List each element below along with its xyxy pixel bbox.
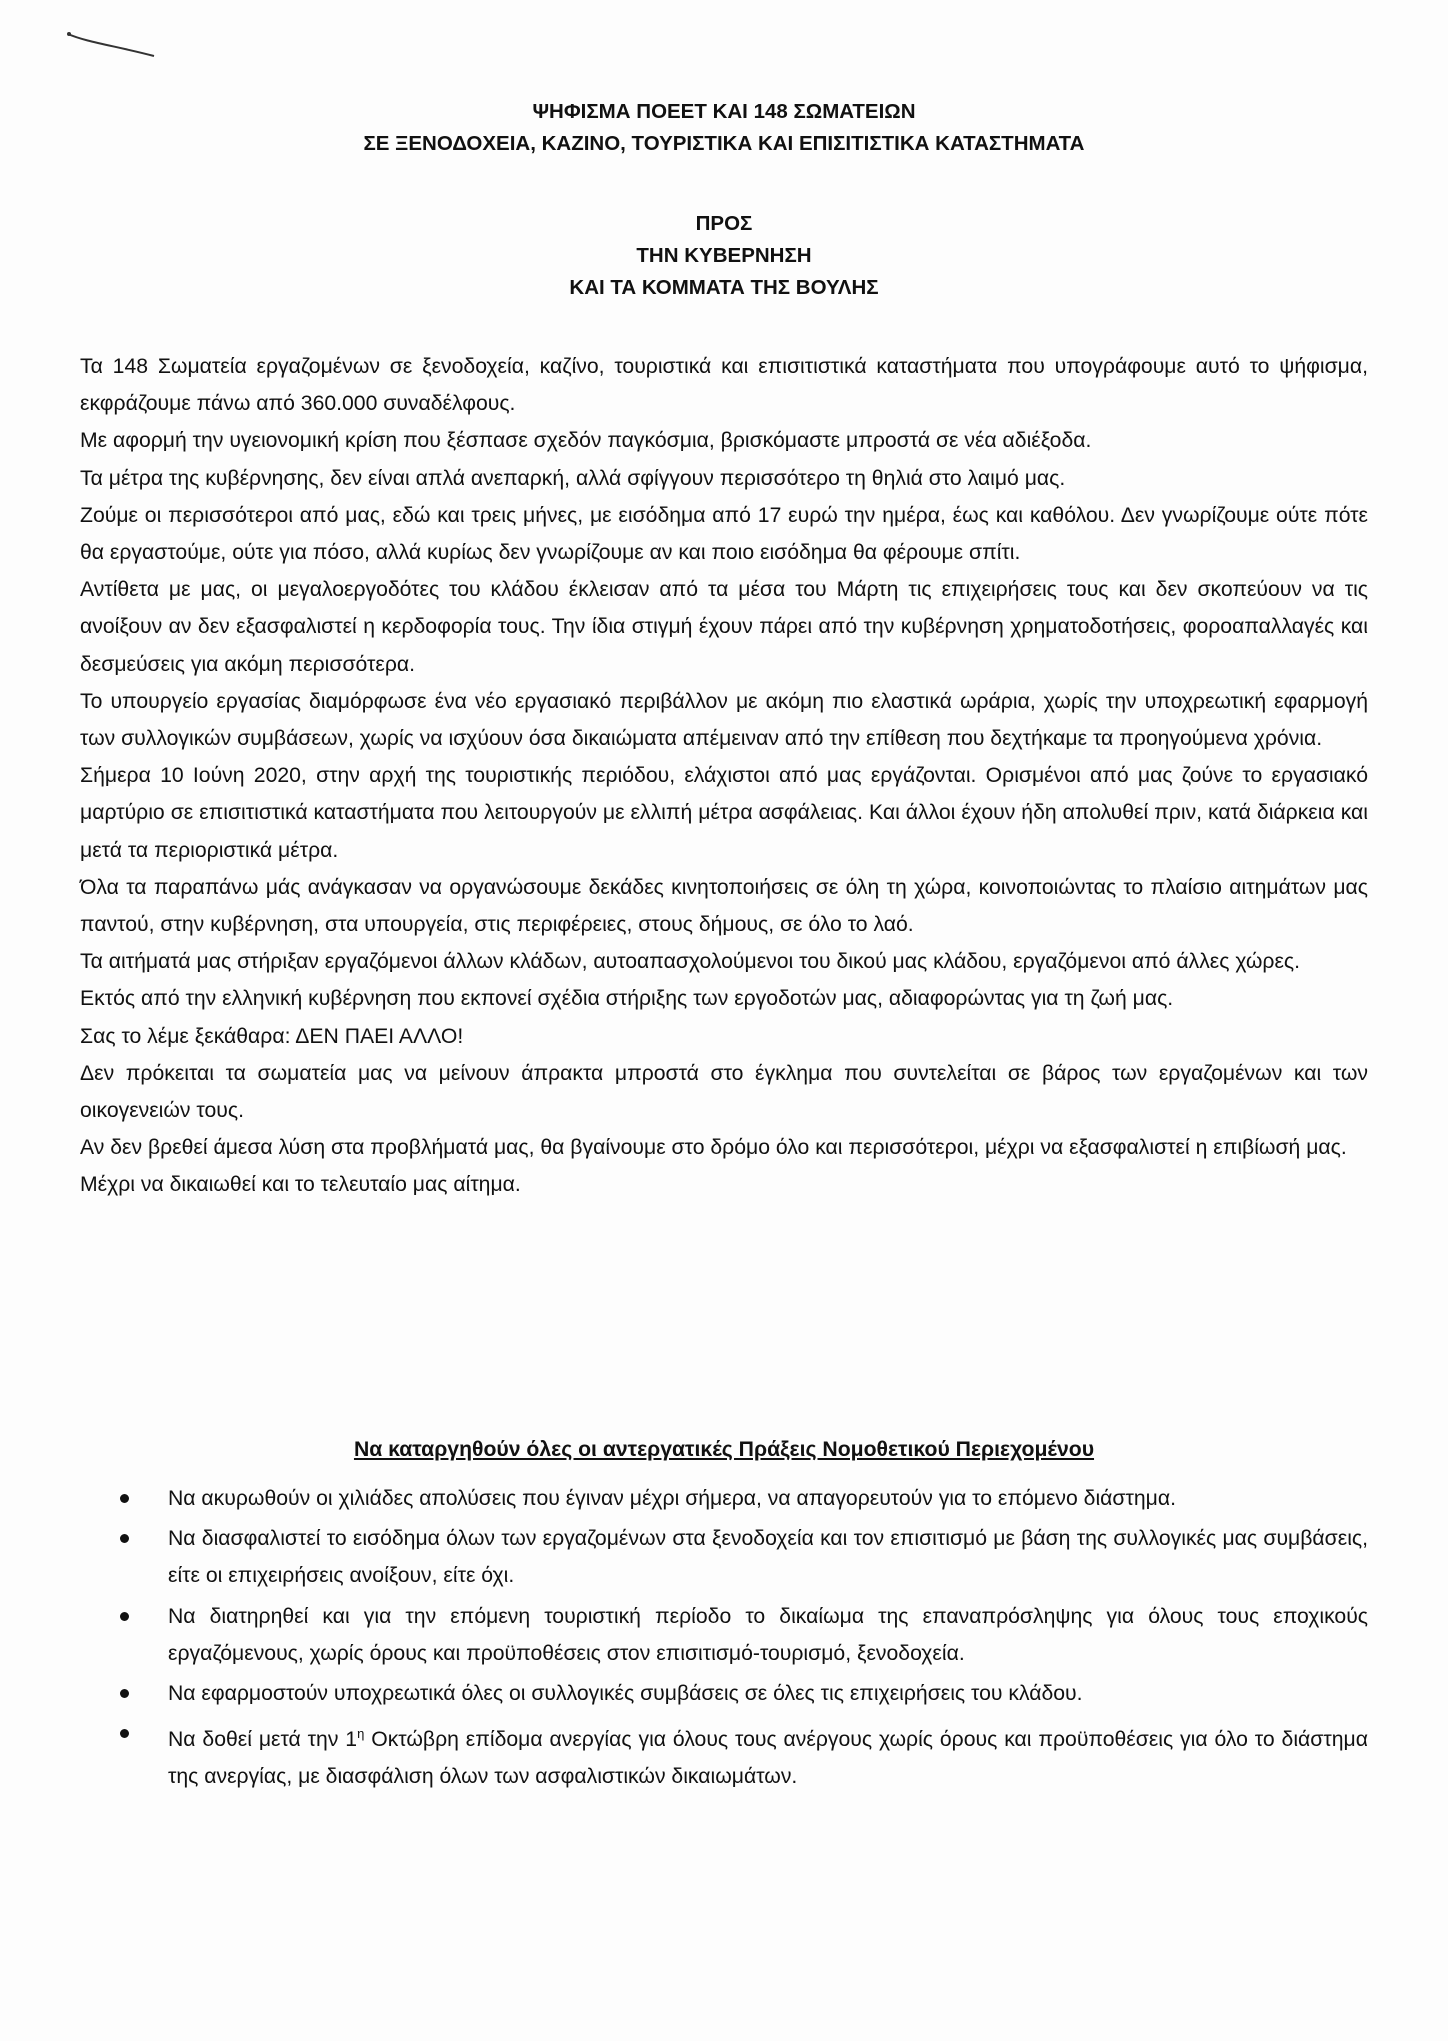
- paragraph: Το υπουργείο εργασίας διαμόρφωσε ένα νέο εργασιακό περιβάλλον με ακόμη πιο ελαστικά ωράρια, χωρίς την υποχρεωτική εφαρμογή των συλλογικών συμβάσεων, χωρίς να ισχύουν όσα δικαιώματα απέμειναν από την επίθεση που δεχτήκαμε τα προηγούμενα χρόνια.: [80, 689, 1368, 751]
- demand-item: [120, 1715, 1368, 1795]
- demand-text: [168, 1728, 1368, 1788]
- demand-item: [120, 1675, 1368, 1712]
- demand-text: Να εφαρμοστούν υποχρεωτικά όλες οι συλλογικές συμβάσεις σε όλες τις επιχειρήσεις του κλάδου.: [168, 1682, 1083, 1706]
- recipient-line-1: ΠΡΟΣ: [695, 212, 753, 235]
- demand-text: Να διατηρηθεί και για την επόμενη τουριστική περίοδο το δικαίωμα της επαναπρόσληψης για όλους τους εποχικούς εργαζόμενους, χωρίς όρους και προϋποθέσεις στον επισιτισμό-τουρισμό, ξενοδοχεία.: [168, 1604, 1368, 1665]
- paragraph: Μέχρι να δικαιωθεί και το τελευταίο μας αίτημα.: [80, 1173, 521, 1197]
- scan-smudge-mark: [66, 30, 156, 60]
- paragraph: Σας το λέμε ξεκάθαρα: ΔΕΝ ΠΑΕΙ ΑΛΛΟ!: [80, 1024, 464, 1048]
- recipient-line-3: ΚΑΙ ΤΑ ΚΟΜΜΑΤΑ ΤΗΣ ΒΟΥΛΗΣ: [569, 276, 879, 299]
- demand-text-start: Να δοθεί μετά την 1: [168, 1728, 358, 1752]
- paragraph: Εκτός από την ελληνική κυβέρνηση που εκπονεί σχέδια στήριξης των εργοδοτών μας, αδιαφορώντας για τη ζωή μας.: [80, 987, 1174, 1011]
- paragraph: Τα μέτρα της κυβέρνησης, δεν είναι απλά ανεπαρκή, αλλά σφίγγουν περισσότερο τη θηλιά στο λαιμό μας.: [80, 466, 1066, 490]
- bullet-icon: [120, 1534, 129, 1543]
- bullet-icon: [120, 1689, 129, 1698]
- recipient-line-2: ΤΗΝ ΚΥΒΕΡΝΗΣΗ: [636, 244, 812, 267]
- demands-heading: Να καταργηθούν όλες οι αντεργατικές Πράξεις Νομοθετικού Περιεχομένου: [353, 1438, 1095, 1461]
- demand-item: [120, 1520, 1368, 1594]
- paragraph: Με αφορμή την υγειονομική κρίση που ξέσπασε σχεδόν παγκόσμια, βρισκόμαστε μπροστά σε νέα αδιέξοδα.: [80, 429, 1092, 453]
- demand-item: [120, 1480, 1368, 1517]
- document-title: [0, 96, 1448, 160]
- demand-text: Να διασφαλιστεί το εισόδημα όλων των εργαζομένων στα ξενοδοχεία και τον επισιτισμό με βάση της συλλογικές μας συμβάσεις, είτε οι επιχειρήσεις ανοίξουν, είτε όχι.: [168, 1527, 1368, 1588]
- paragraph: Αντίθετα με μας, οι μεγαλοεργοδότες του κλάδου έκλεισαν από τα μέσα του Μάρτη τις επιχειρήσεις τους και δεν σκοπεύουν να τις ανοίξουν αν δεν εξασφαλιστεί η κερδοφορία τους. Την ίδια στιγμή έχουν πάρει από την κυβέρνηση χρηματοδοτήσεις, φοροαπαλλαγές και δεσμεύσεις για ακόμη περισσότερα.: [80, 578, 1368, 676]
- title-line-2: ΣΕ ΞΕΝΟΔΟΧΕΙΑ, ΚΑΖΙΝΟ, ΤΟΥΡΙΣΤΙΚΑ ΚΑΙ ΕΠΙΣΙΤΙΣΤΙΚΑ ΚΑΤΑΣΤΗΜΑΤΑ: [363, 132, 1085, 155]
- bullet-icon: [120, 1729, 129, 1738]
- demand-text-end: Οκτώβρη επίδομα ανεργίας για όλους τους ανέργους χωρίς όρους και προϋποθέσεις για όλο το διάστημα της ανεργίας, με διασφάλιση όλων των ασφαλιστικών δικαιωμάτων.: [168, 1728, 1368, 1789]
- bullet-icon: [120, 1494, 129, 1503]
- demand-item: [120, 1598, 1368, 1672]
- recipient-block: [0, 208, 1448, 304]
- paragraph: Τα αιτήματά μας στήριξαν εργαζόμενοι άλλων κλάδων, αυτοαπασχολούμενοι του δικού μας κλάδου, εργαζόμενοι από άλλες χώρες.: [80, 950, 1301, 974]
- paragraph: Τα 148 Σωματεία εργαζομένων σε ξενοδοχεία, καζίνο, τουριστικά και επισιτιστικά καταστήματα που υπογράφουμε αυτό το ψήφισμα, εκφράζουμε πάνω από 360.000 συναδέλφους.: [80, 355, 1368, 416]
- title-line-1: ΨΗΦΙΣΜΑ ΠΟΕΕΤ ΚΑΙ 148 ΣΩΜΑΤΕΙΩΝ: [532, 100, 916, 123]
- demand-text: Να ακυρωθούν οι χιλιάδες απολύσεις που έγιναν μέχρι σήμερα, να απαγορευτούν για το επόμενο διάστημα.: [168, 1487, 1176, 1510]
- paragraph: Όλα τα παραπάνω μάς ανάγκασαν να οργανώσουμε δεκάδες κινητοποιήσεις σε όλη τη χώρα, κοινοποιώντας το πλαίσιο αιτημάτων μας παντού, στην κυβέρνηση, στα υπουργεία, στις περιφέρειες, στους δήμους, σε όλο το λαό.: [80, 875, 1368, 937]
- resolution-body: [80, 348, 1368, 1204]
- paragraph: Αν δεν βρεθεί άμεσα λύση στα προβλήματά μας, θα βγαίνουμε στο δρόμο όλο και περισσότεροι, μέχρι να εξασφαλιστεί η επιβίωσή μας.: [80, 1136, 1347, 1160]
- ordinal-superscript: η: [357, 1726, 365, 1742]
- paragraph: Σήμερα 10 Ιούνη 2020, στην αρχή της τουριστικής περιόδου, ελάχιστοι από μας εργάζονται. Ορισμένοι από μας ζούνε το εργασιακό μαρτύριο σε επισιτιστικά καταστήματα που λειτουργούν με ελλιπή μέτρα ασφάλειας. Και άλλοι έχουν ήδη απολυθεί πριν, κατά διάρκεια και μετά τα περιοριστικά μέτρα.: [80, 764, 1368, 862]
- demands-list: [120, 1480, 1368, 1799]
- paragraph: Δεν πρόκειται τα σωματεία μας να μείνουν άπρακτα μπροστά στο έγκλημα που συντελείται σε βάρος των εργαζομένων και των οικογενειών τους.: [80, 1061, 1368, 1123]
- bullet-icon: [120, 1612, 129, 1621]
- paragraph: Ζούμε οι περισσότεροι από μας, εδώ και τρεις μήνες, με εισόδημα από 17 ευρώ την ημέρα, έως και καθόλου. Δεν γνωρίζουμε ούτε πότε θα εργαστούμε, ούτε για πόσο, αλλά κυρίως δεν γνωρίζουμε αν και ποιο εισόδημα θα φέρουμε σπίτι.: [80, 503, 1368, 565]
